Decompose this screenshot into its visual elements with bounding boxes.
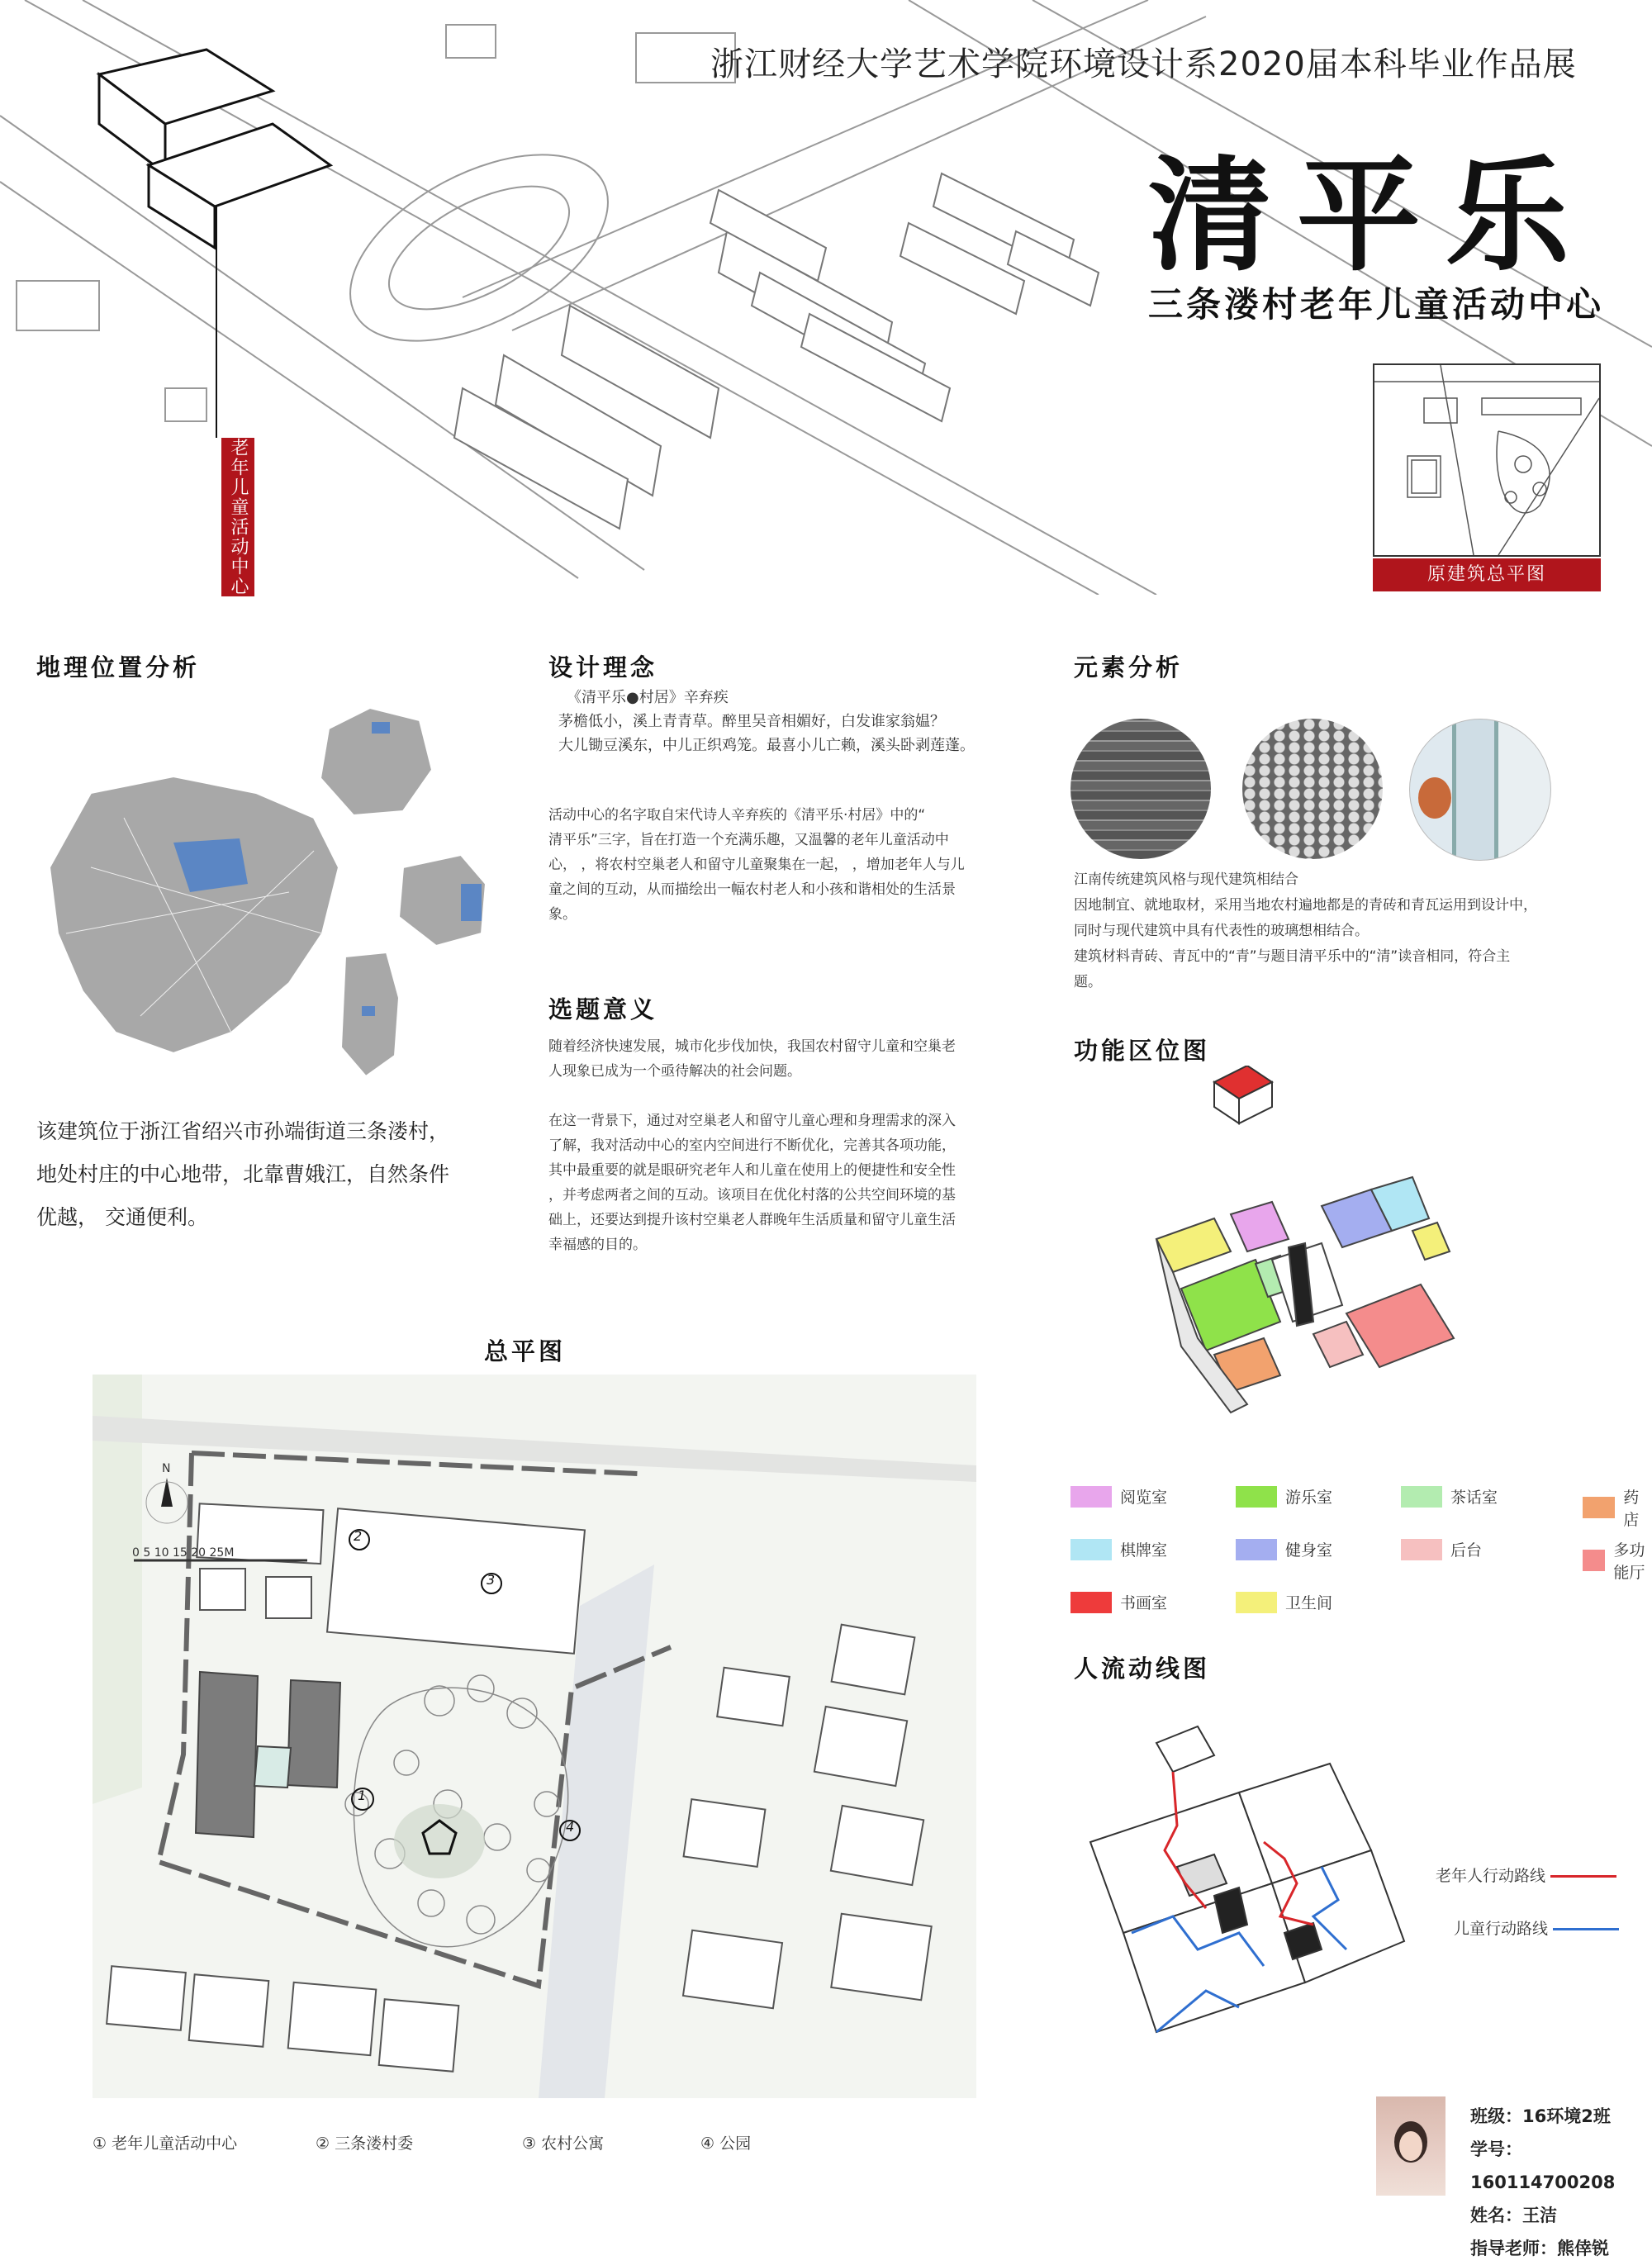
function-legend [1070, 1485, 1645, 1626]
legend-item [1401, 1538, 1482, 1560]
original-plan-label: 原建筑总平图 [1373, 558, 1601, 591]
legend-swatch [1236, 1592, 1277, 1613]
legend-swatch [1236, 1539, 1277, 1560]
legend-item [1236, 1538, 1332, 1560]
legend-label: 书画室 [1120, 1594, 1168, 1612]
geo-title: 地理位置分析 [36, 653, 201, 681]
main-title: 清平乐 [1148, 143, 1595, 288]
legend-label: 棋牌室 [1120, 1541, 1168, 1560]
significance-title: 选题意义 [548, 995, 658, 1023]
legend-item [1236, 1485, 1332, 1508]
geo-description: 该建筑位于浙江省绍兴市孙端街道三条溇村， 地处村庄的中心地带，北靠曹娥江，自然条件 优越， 交通便利。 [36, 1119, 450, 1229]
legend-item [1070, 1538, 1167, 1560]
poem: 《清平乐●村居》辛弃疾 茅檐低小，溪上青青草。醉里吴音相媚好，白发谁家翁媪？ 大儿锄豆溪东，中儿正织鸡笼。最喜小儿亡赖，溪头卧剥莲蓬。 [558, 689, 975, 754]
glass-building-circle [1409, 719, 1551, 861]
flow-axonometric [1074, 1718, 1421, 2065]
site-plan [93, 1375, 976, 2098]
legend-swatch [1070, 1486, 1112, 1508]
legend-label: 后台 [1450, 1541, 1483, 1560]
legend-item [1401, 1485, 1498, 1508]
legend-3: ③ 农村公寓 [522, 2134, 605, 2153]
legend-item [1583, 1538, 1648, 1583]
exhibition-title: 浙江财经大学艺术学院环境设计系2020届本科毕业作品展 [710, 45, 1577, 83]
function-title: 功能区位图 [1074, 1037, 1211, 1065]
legend-item [1070, 1591, 1167, 1613]
site-marker-3: 3 [487, 1572, 496, 1588]
elements-body: 江南传统建筑风格与现代建筑相结合 因地制宜、就地取材，采用当地农村遍地都是的青砖和青瓦运用到设计中， 同时与现代建筑中具有代表性的玻璃想相结合。 建筑材料青砖、青瓦中的“青”与题目清平乐中的“清”读音相同，符合主 题。 [1074, 871, 1537, 990]
concept-body: 活动中心的名字取自宋代诗人辛弃疾的《清平乐·村居》中的“ 清平乐”三字，旨在打造一个充满乐趣，又温馨的老年儿童活动中 心， ，将农村空巢老人和留守儿童聚集在一起， ，增加老年人与儿 童之间的互动，从而描绘出一幅农村老人和小孩和谐相处的生活景 象。 [548, 807, 965, 923]
concept-title: 设计理念 [548, 653, 658, 681]
north-label: N [162, 1462, 171, 1475]
legend-swatch [1070, 1592, 1112, 1613]
function-zone-axonometric [1148, 1066, 1536, 1429]
site-title: 总平图 [484, 1337, 567, 1365]
student-photo [1376, 2096, 1446, 2196]
shaoxing-map [312, 704, 436, 819]
elements-title: 元素分析 [1074, 653, 1184, 681]
legend-swatch [1401, 1486, 1442, 1508]
significance-body: 随着经济快速发展，城市化步伐加快，我国农村留守儿童和空巢老 人现象已成为一个亟待解决的社会问题。 在这一背景下，通过对空巢老人和留守儿童心理和身理需求的深入 了解，我对活动中心的室内空间进行不断优化，完善其各项功能， 其中最重要的就是眼研究老年人和儿童在使用上的便捷性和安全性 ，并考虑两者之间的互动。该项目在优化村落的公共空间环境的基 础上，还要达到提升该村空巢老人群晚年生活质量和留守儿童生活 幸福感的目的。 [548, 1038, 956, 1253]
legend-label: 茶话室 [1450, 1489, 1498, 1507]
legend-item [1070, 1485, 1167, 1508]
village-map [337, 948, 403, 1080]
legend-item [1583, 1485, 1648, 1530]
flow-legend-child: 儿童行动路线 [1454, 1916, 1619, 1939]
tile-texture-circle [1242, 719, 1383, 859]
legend-swatch [1236, 1486, 1277, 1508]
legend-label: 卫生间 [1285, 1594, 1333, 1612]
brick-texture-circle [1070, 719, 1211, 859]
site-marker-4: 4 [566, 1819, 575, 1835]
legend-swatch [1583, 1550, 1605, 1571]
legend-label: 多功能厅 [1613, 1541, 1645, 1582]
legend-swatch [1583, 1497, 1615, 1518]
legend-swatch [1070, 1539, 1112, 1560]
district-map [395, 851, 494, 950]
flow-title: 人流动线图 [1074, 1655, 1211, 1683]
legend-2: ② 三条溇村委 [316, 2134, 414, 2153]
legend-4: ④ 公园 [700, 2134, 752, 2153]
flow-legend-elder: 老年人行动路线 [1436, 1864, 1616, 1886]
legend-swatch [1401, 1539, 1442, 1560]
child-route-line [1553, 1928, 1619, 1930]
elder-route-line [1550, 1875, 1616, 1878]
tree-icon [1418, 777, 1451, 819]
legend-label: 健身室 [1285, 1541, 1333, 1560]
legend-label: 阅览室 [1120, 1489, 1168, 1507]
building-tag: 老年儿童活动中心 [221, 438, 254, 596]
original-plan-thumbnail [1373, 363, 1601, 557]
subtitle: 三条溇村老年儿童活动中心 [1148, 284, 1605, 325]
legend-label: 药店 [1623, 1489, 1640, 1529]
site-marker-1: 1 [358, 1788, 367, 1803]
legend-1: ① 老年儿童活动中心 [93, 2134, 238, 2153]
highlighted-building [99, 50, 330, 248]
student-info: 班级：16环境2班 学号：160114700208 姓名：王洁 指导老师：熊倖锐 [1470, 2106, 1616, 2258]
scale-label: 0 5 10 15 20 25M [132, 1546, 235, 1560]
site-marker-2: 2 [354, 1528, 363, 1544]
legend-item [1236, 1591, 1332, 1613]
legend-label: 游乐室 [1285, 1489, 1333, 1507]
